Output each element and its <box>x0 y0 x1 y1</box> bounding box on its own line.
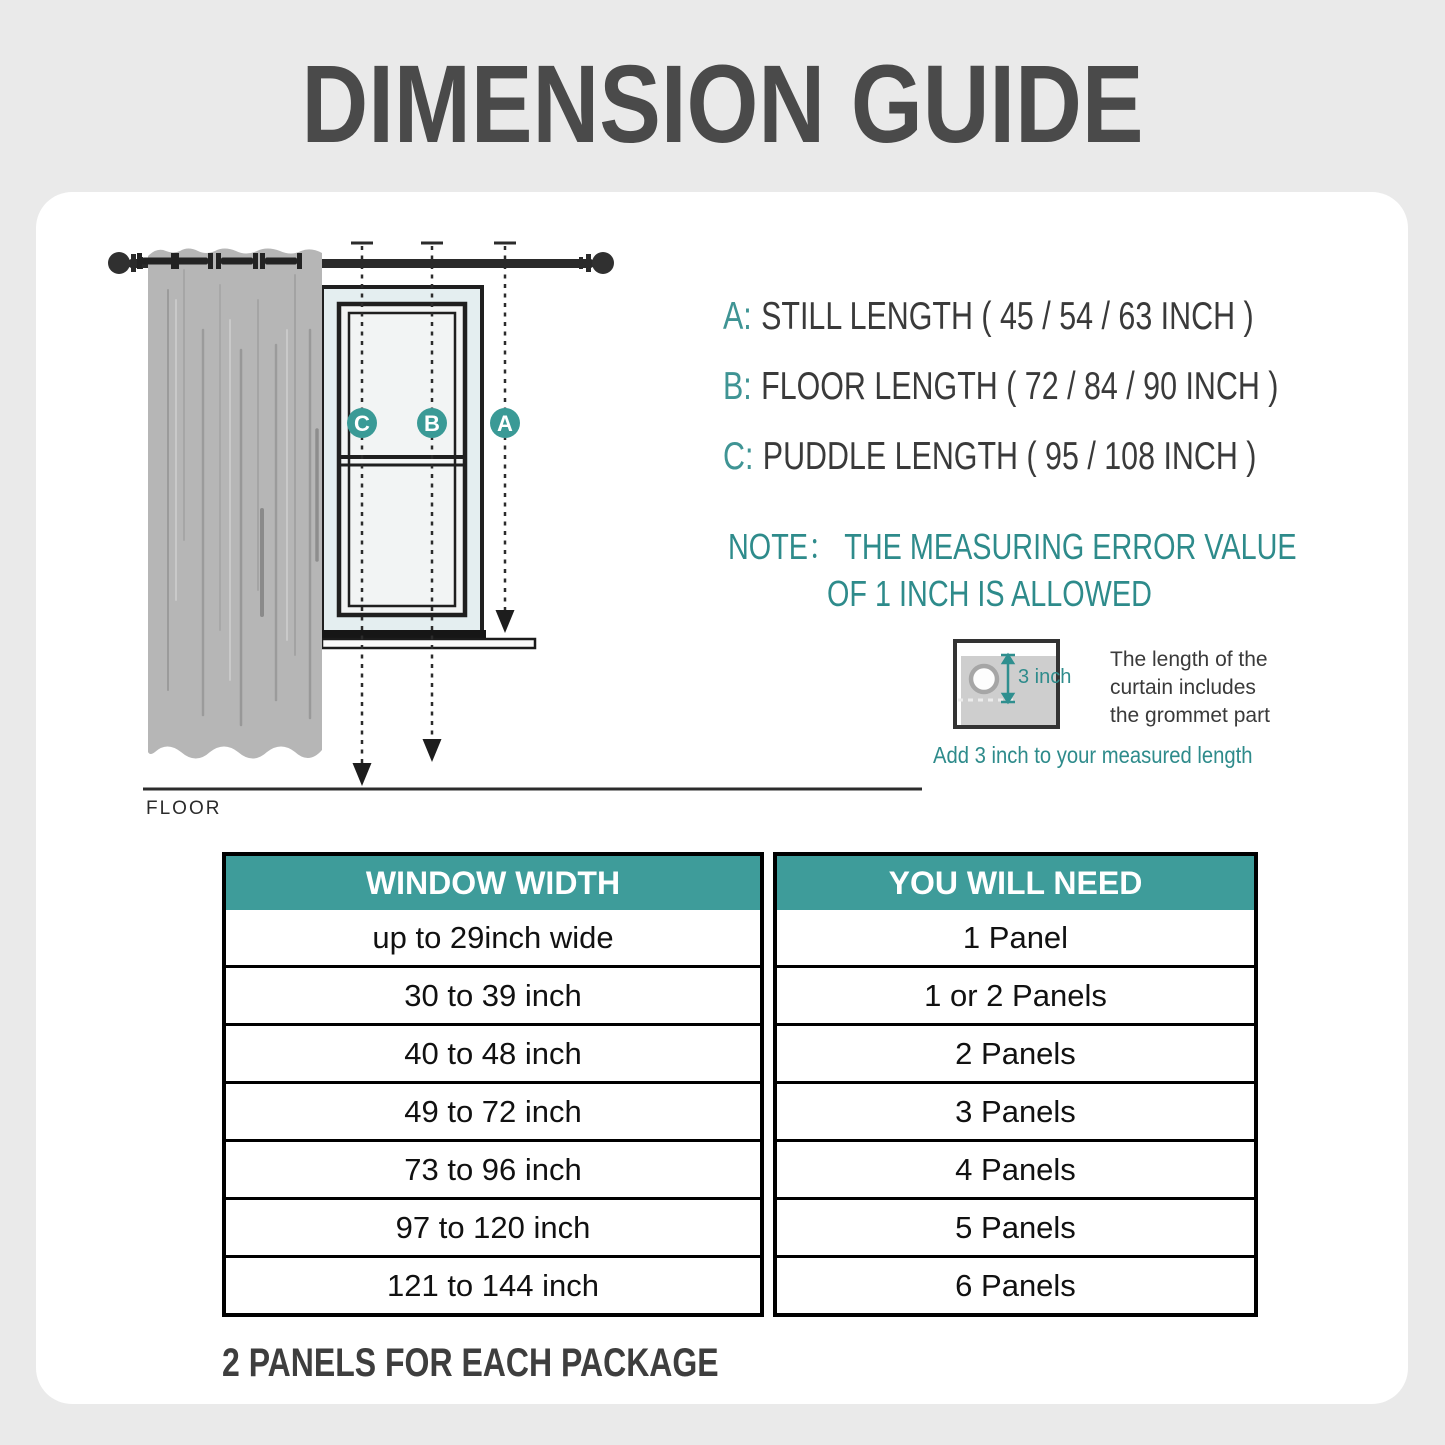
grommet-description <box>1110 646 1270 730</box>
grommet-tip: Add 3 inch to your measured length <box>933 742 1253 768</box>
length-spec-b <box>723 365 1278 409</box>
table-row: 3 Panels <box>777 1081 1254 1139</box>
grommet-description-line: curtain includes <box>1110 676 1256 699</box>
marker-a: A <box>497 411 513 436</box>
table-row: 6 Panels <box>777 1255 1254 1313</box>
table-row: 97 to 120 inch <box>226 1197 760 1255</box>
length-spec-c-text: PUDDLE LENGTH ( 95 / 108 INCH ) <box>762 435 1257 478</box>
table-row: 4 Panels <box>777 1139 1254 1197</box>
table-row: 121 to 144 inch <box>226 1255 760 1313</box>
note-line-1: NOTE： THE MEASURING ERROR VALUE <box>728 526 1297 567</box>
size-table <box>222 852 1258 1317</box>
window-bottom-frame <box>316 630 486 639</box>
marker-c: C <box>354 411 370 436</box>
table-header-window-width: WINDOW WIDTH <box>226 856 760 910</box>
table-row: 1 or 2 Panels <box>777 965 1254 1023</box>
length-spec-b-letter: B: <box>723 365 752 408</box>
window-sill <box>322 639 535 648</box>
length-spec-c <box>723 435 1256 479</box>
table-row: 40 to 48 inch <box>226 1023 760 1081</box>
table-row: up to 29inch wide <box>372 919 614 955</box>
table-row: 1 Panel <box>962 919 1069 955</box>
grommet-measure-label: 3 inch <box>1018 666 1072 688</box>
table-row: 5 Panels <box>777 1197 1254 1255</box>
grommet-ring <box>971 666 997 692</box>
table-row: 73 to 96 inch <box>226 1139 760 1197</box>
grommet-description-line: the grommet part <box>1110 704 1270 727</box>
size-table-you-will-need-column <box>773 852 1258 1317</box>
length-spec-c-letter: C: <box>723 435 754 478</box>
table-row: 49 to 72 inch <box>226 1081 760 1139</box>
curtain-panel <box>137 249 322 759</box>
length-spec-a-text: STILL LENGTH ( 45 / 54 / 63 INCH ) <box>761 295 1254 338</box>
table-row: 2 Panels <box>777 1023 1254 1081</box>
size-table-window-width-column <box>222 852 764 1317</box>
package-note: 2 PANELS FOR EACH PACKAGE <box>222 1341 719 1385</box>
page-title: DIMENSION GUIDE <box>301 43 1144 166</box>
grommet-description-line: The length of the <box>1110 648 1268 671</box>
table-row: 30 to 39 inch <box>226 965 760 1023</box>
marker-b: B <box>424 411 440 436</box>
length-spec-a-letter: A: <box>723 295 752 338</box>
length-spec-a <box>723 295 1254 339</box>
length-spec-b-text: FLOOR LENGTH ( 72 / 84 / 90 INCH ) <box>761 365 1279 408</box>
window-illustration <box>316 287 535 648</box>
floor-label: FLOOR <box>146 798 222 819</box>
note-line-2: OF 1 INCH IS ALLOWED <box>827 573 1152 614</box>
table-header-you-will-need: YOU WILL NEED <box>777 856 1254 910</box>
